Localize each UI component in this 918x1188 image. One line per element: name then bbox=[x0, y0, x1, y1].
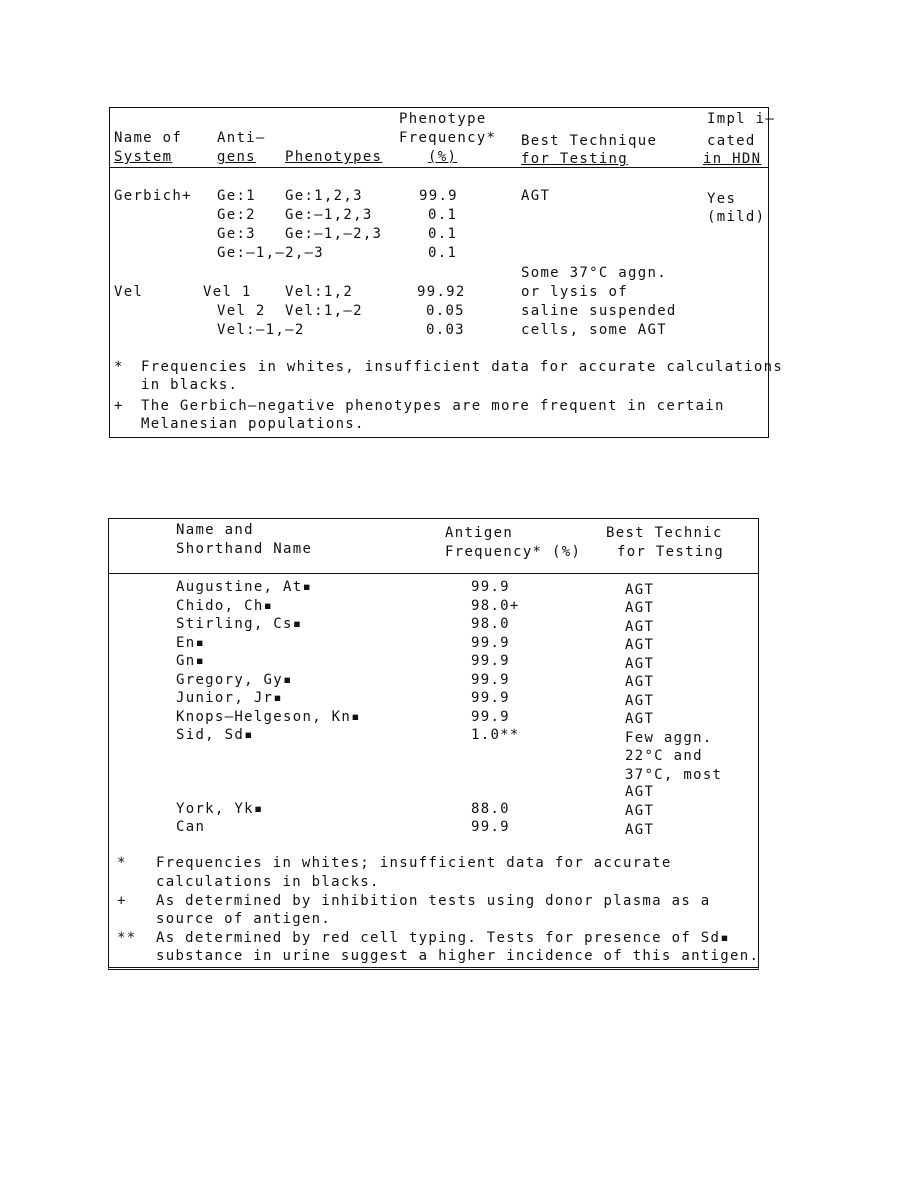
technique: AGT bbox=[521, 188, 551, 204]
frequency: 88.0 bbox=[471, 801, 510, 817]
antigen-name: Stirling, Cs▪ bbox=[176, 616, 303, 632]
technic: AGT bbox=[625, 822, 655, 838]
technic: AGT bbox=[625, 784, 655, 800]
system-name: Vel bbox=[114, 284, 144, 300]
header-technic-line2: for Testing bbox=[617, 544, 725, 560]
frequency: 0.1 bbox=[428, 245, 458, 261]
hdn: Yes bbox=[707, 191, 737, 207]
antigen-name: Gn▪ bbox=[176, 653, 206, 669]
header-implicated-line3: in HDN bbox=[703, 151, 762, 167]
frequency: 1.0** bbox=[471, 727, 520, 743]
hdn: (mild) bbox=[707, 209, 766, 225]
technique: Some 37°C aggn. bbox=[521, 265, 667, 281]
antigen: Ge:2 bbox=[217, 207, 256, 223]
frequency: 99.92 bbox=[417, 284, 466, 300]
antigen: Ge:1 bbox=[217, 188, 256, 204]
antigen-name: En▪ bbox=[176, 635, 206, 651]
header-name-line2: Shorthand Name bbox=[176, 541, 313, 557]
technic: AGT bbox=[625, 600, 655, 616]
header-antigens-line1: Anti— bbox=[217, 130, 266, 146]
header-implicated-line2: cated bbox=[707, 133, 756, 149]
technic: AGT bbox=[625, 674, 655, 690]
antigen: Vel 1 bbox=[203, 284, 252, 300]
header-technique-line1: Best Technique bbox=[521, 133, 658, 149]
system-name: Gerbich+ bbox=[114, 188, 192, 204]
antigen: Ge:—1,—2,—3 bbox=[217, 245, 325, 261]
antigen: Vel 2 bbox=[217, 303, 266, 319]
footnote-text: source of antigen. bbox=[156, 911, 332, 927]
technic: 22°C and bbox=[625, 748, 703, 764]
footnote-text: calculations in blacks. bbox=[156, 874, 380, 890]
frequency: 99.9 bbox=[471, 672, 510, 688]
technic: Few aggn. bbox=[625, 730, 713, 746]
footnote-mark: * bbox=[117, 855, 127, 871]
header-antigens-line2: gens bbox=[217, 149, 256, 165]
technic: AGT bbox=[625, 656, 655, 672]
header-system-line1: Name of bbox=[114, 130, 183, 146]
phenotype: Ge:—1,—2,3 bbox=[285, 226, 383, 242]
frequency: 99.9 bbox=[471, 709, 510, 725]
antigen: Vel:—1,—2 bbox=[217, 322, 305, 338]
antigen-name: York, Yk▪ bbox=[176, 801, 264, 817]
frequency: 99.9 bbox=[419, 188, 458, 204]
footnote-text: The Gerbich—negative phenotypes are more frequent in certain bbox=[141, 398, 725, 414]
footnote-text: As determined by inhibition tests using donor plasma as a bbox=[156, 893, 711, 909]
phenotype: Vel:1,2 bbox=[285, 284, 354, 300]
antigen-name: Augustine, At▪ bbox=[176, 579, 313, 595]
technique: saline suspended bbox=[521, 303, 677, 319]
frequency: 99.9 bbox=[471, 690, 510, 706]
technic: AGT bbox=[625, 582, 655, 598]
frequency: 0.03 bbox=[426, 322, 465, 338]
header-implicated-line1: Impl i— bbox=[707, 111, 776, 127]
frequency: 99.9 bbox=[471, 819, 510, 835]
frequency: 99.9 bbox=[471, 653, 510, 669]
footnote-mark: + bbox=[114, 398, 124, 414]
header-frequency-line1: Phenotype bbox=[399, 111, 487, 127]
header-frequency-line2: Frequency* bbox=[399, 130, 497, 146]
antigen-name: Sid, Sd▪ bbox=[176, 727, 254, 743]
footnote-text: substance in urine suggest a higher incidence of this antigen. bbox=[156, 948, 760, 964]
header-frequency-line1: Antigen bbox=[445, 525, 514, 541]
frequency: 0.1 bbox=[428, 207, 458, 223]
header-frequency-line2: Frequency* (%) bbox=[445, 544, 582, 560]
footnote-text: Frequencies in whites; insufficient data for accurate bbox=[156, 855, 672, 871]
frequency: 0.1 bbox=[428, 226, 458, 242]
footnote-text: Frequencies in whites, insufficient data for accurate calculations bbox=[141, 359, 784, 375]
frequency: 0.05 bbox=[426, 303, 465, 319]
antigen-name: Junior, Jr▪ bbox=[176, 690, 284, 706]
phenotype: Ge:1,2,3 bbox=[285, 188, 363, 204]
frequency: 98.0 bbox=[471, 616, 510, 632]
antigen: Ge:3 bbox=[217, 226, 256, 242]
technic: AGT bbox=[625, 637, 655, 653]
technic: AGT bbox=[625, 619, 655, 635]
footnote-mark: * bbox=[114, 359, 124, 375]
technic: AGT bbox=[625, 803, 655, 819]
footnote-text: in blacks. bbox=[141, 377, 239, 393]
antigen-name: Chido, Ch▪ bbox=[176, 598, 274, 614]
phenotype: Ge:—1,2,3 bbox=[285, 207, 373, 223]
header-phenotypes: Phenotypes bbox=[285, 149, 383, 165]
technic: 37°C, most bbox=[625, 767, 723, 783]
frequency: 99.9 bbox=[471, 579, 510, 595]
technique: or lysis of bbox=[521, 284, 629, 300]
technique: cells, some AGT bbox=[521, 322, 667, 338]
footnote-text: Melanesian populations. bbox=[141, 416, 365, 432]
technic: AGT bbox=[625, 711, 655, 727]
antigen-name: Gregory, Gy▪ bbox=[176, 672, 293, 688]
header-technique-line2: for Testing bbox=[521, 151, 629, 167]
frequency: 98.0+ bbox=[471, 598, 520, 614]
header-technic-line1: Best Technic bbox=[606, 525, 723, 541]
phenotype: Vel:1,—2 bbox=[285, 303, 363, 319]
antigen-name: Can bbox=[176, 819, 206, 835]
technic: AGT bbox=[625, 693, 655, 709]
footnote-mark: ** bbox=[117, 930, 137, 946]
blood-group-table-1 bbox=[109, 107, 784, 438]
blood-group-table-2 bbox=[108, 518, 759, 970]
header-name-line1: Name and bbox=[176, 522, 254, 538]
header-frequency-line3: (%) bbox=[428, 149, 458, 165]
antigen-name: Knops—Helgeson, Kn▪ bbox=[176, 709, 361, 725]
header-rule bbox=[109, 573, 758, 574]
footnote-mark: + bbox=[117, 893, 127, 909]
footnote-text: As determined by red cell typing. Tests for presence of Sd▪ bbox=[156, 930, 730, 946]
header-system-line2: System bbox=[114, 149, 173, 165]
header-rule bbox=[110, 167, 768, 168]
frequency: 99.9 bbox=[471, 635, 510, 651]
